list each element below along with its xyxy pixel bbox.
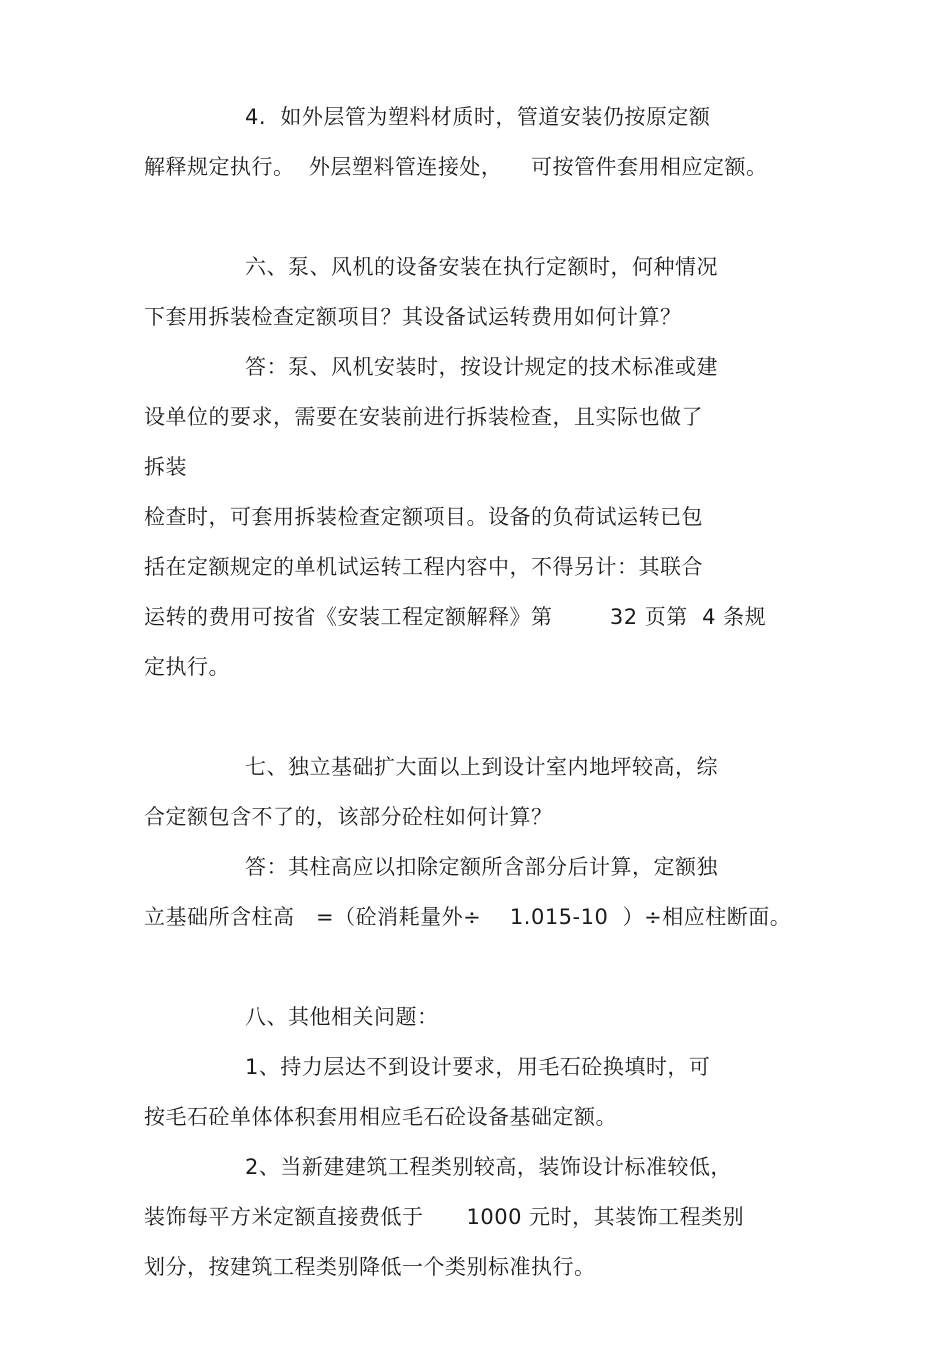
paragraph-line: 解释规定执行。 外层塑料管连接处， 可按管件套用相应定额。 (144, 155, 768, 179)
paragraph-line: 拆装 (144, 455, 187, 479)
paragraph-line: 设单位的要求，需要在安装前进行拆装检查，且实际也做了 (144, 405, 703, 429)
paragraph-line: 合定额包含不了的，该部分砼柱如何计算？ (144, 805, 553, 829)
question-seven-heading: 七、独立基础扩大面以上到设计室内地坪较高，综 (245, 755, 718, 779)
question-six-heading: 六、泵、风机的设备安装在执行定额时，何种情况 (245, 255, 718, 279)
paragraph-line: 装饰每平方米定额直接费低于 1000 元时，其装饰工程类别 (144, 1205, 745, 1229)
paragraph-line: 运转的费用可按省《安装工程定额解释》第 32 页第 4 条规 (144, 605, 767, 629)
answer-seven-line: 答：其柱高应以扣除定额所含部分后计算，定额独 (245, 855, 718, 879)
paragraph-line: 检查时，可套用拆装检查定额项目。设备的负荷试运转已包 (144, 505, 703, 529)
paragraph-line: 4. 如外层管为塑料材质时，管道安装仍按原定额 (245, 105, 711, 129)
section-eight-heading: 八、其他相关问题： (245, 1005, 439, 1029)
paragraph-line: 定执行。 (144, 655, 230, 679)
answer-six-line: 答：泵、风机安装时，按设计规定的技术标准或建 (245, 355, 718, 379)
paragraph-line: 立基础所含柱高 =（砼消耗量外÷ 1.015-10 ）÷相应柱断面。 (144, 905, 792, 929)
paragraph-line: 按毛石砼单体体积套用相应毛石砼设备基础定额。 (144, 1105, 617, 1129)
paragraph-line: 下套用拆装检查定额项目？其设备试运转费用如何计算？ (144, 305, 682, 329)
paragraph-line: 划分，按建筑工程类别降低一个类别标准执行。 (144, 1255, 596, 1279)
item-two-line: 2、当新建建筑工程类别较高，装饰设计标准较低， (245, 1155, 732, 1179)
paragraph-line: 括在定额规定的单机试运转工程内容中，不得另计：其联合 (144, 555, 703, 579)
item-one-line: 1、持力层达不到设计要求，用毛石砼换填时，可 (245, 1055, 711, 1079)
